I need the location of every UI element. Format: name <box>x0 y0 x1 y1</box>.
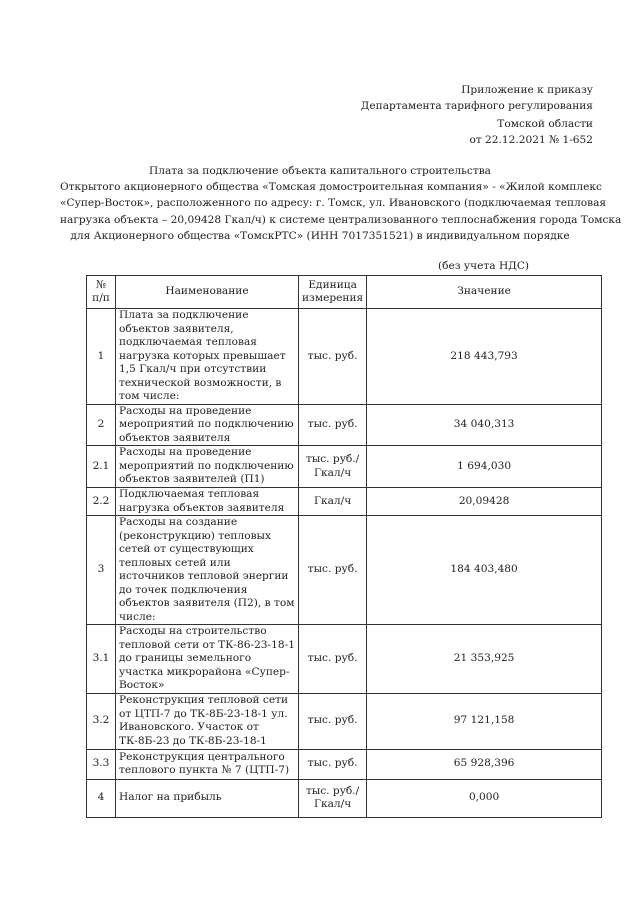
col-num: № п/п <box>87 276 116 309</box>
row-name: Расходы на создание (реконструкцию) тепловых сетей от существующих тепловых сетей или источников тепловой энергии до точек подключения объектов заявителя (П2), в том числе: <box>116 516 299 625</box>
row-value: 65 928,396 <box>367 749 602 779</box>
col-name: Наименование <box>116 276 299 309</box>
row-value: 218 443,793 <box>367 309 602 405</box>
row-name: Налог на прибыль <box>116 779 299 817</box>
row-number: 2.1 <box>87 446 116 488</box>
row-name: Реконструкция тепловой сети от ЦТП-7 до ТК-8Б-23-18-1 ул. Ивановского. Участок от ТК-8Б-23 до ТК-8Б-23-18-1 <box>116 693 299 749</box>
row-unit: тыс. руб. <box>299 404 367 446</box>
row-unit: Гкал/ч <box>299 488 367 516</box>
row-value: 20,09428 <box>367 488 602 516</box>
row-number: 3.2 <box>87 693 116 749</box>
row-number: 1 <box>87 309 116 405</box>
row-name: Расходы на строительство тепловой сети от ТК-86-23-18-1 до границы земельного участка микрорайона «Супер-Восток» <box>116 625 299 694</box>
title-line: Открытого акционерного общества «Томская домостроительная компания» - «Жилой комплекс <box>60 181 602 194</box>
row-unit: тыс. руб./ Гкал/ч <box>299 779 367 817</box>
row-number: 4 <box>87 779 116 817</box>
row-unit: тыс. руб. <box>299 625 367 694</box>
col-unit: Единица измерения <box>299 276 367 309</box>
header-line: Приложение к приказу <box>461 84 593 96</box>
header-line: от 22.12.2021 № 1-652 <box>469 134 593 146</box>
row-name: Расходы на проведение мероприятий по подключению объектов заявителя <box>116 404 299 446</box>
table-row <box>87 404 602 446</box>
row-name: Плата за подключение объектов заявителя, подключаемая тепловая нагрузка которых превышает 1,5 Гкал/ч при отсутствии технической возможности, в том числе: <box>116 309 299 405</box>
row-unit: тыс. руб./ Гкал/ч <box>299 446 367 488</box>
row-number: 3.3 <box>87 749 116 779</box>
table-row <box>87 625 602 694</box>
col-value: Значение <box>367 276 602 309</box>
vat-note: (без учета НДС) <box>438 260 530 272</box>
title-line: «Супер-Восток», расположенного по адресу: г. Томск, ул. Ивановского (подключаемая тепловая <box>60 197 607 210</box>
table-row <box>87 516 602 625</box>
row-value: 97 121,158 <box>367 693 602 749</box>
row-value: 0,000 <box>367 779 602 817</box>
row-name: Реконструкция центрального теплового пункта № 7 (ЦТП-7) <box>116 749 299 779</box>
header-line: Департамента тарифного регулирования <box>360 100 593 112</box>
header-line: Томской области <box>497 118 593 130</box>
row-value: 1 694,030 <box>367 446 602 488</box>
row-number: 3 <box>87 516 116 625</box>
row-value: 34 040,313 <box>367 404 602 446</box>
row-number: 2.2 <box>87 488 116 516</box>
row-unit: тыс. руб. <box>299 516 367 625</box>
title-line: для Акционерного общества «ТомскРТС» (ИНН 7017351521) в индивидуальном порядке <box>70 229 570 242</box>
row-value: 21 353,925 <box>367 625 602 694</box>
row-unit: тыс. руб. <box>299 693 367 749</box>
table-row <box>87 309 602 405</box>
table-row <box>87 749 602 779</box>
table-header <box>87 276 602 309</box>
row-number: 2 <box>87 404 116 446</box>
row-name: Расходы на проведение мероприятий по подключению объектов заявителей (П1) <box>116 446 299 488</box>
table-row <box>87 488 602 516</box>
title-line: Плата за подключение объекта капитального строительства <box>149 165 491 177</box>
fee-table <box>86 275 602 818</box>
row-number: 3.1 <box>87 625 116 694</box>
row-value: 184 403,480 <box>367 516 602 625</box>
document-title <box>60 163 622 244</box>
table-row <box>87 446 602 488</box>
title-line: нагрузка объекта – 20,09428 Гкал/ч) к системе централизованного теплоснабжения города Томска <box>60 213 622 226</box>
row-name: Подключаемая тепловая нагрузка объектов заявителя <box>116 488 299 516</box>
table-row <box>87 693 602 749</box>
row-unit: тыс. руб. <box>299 749 367 779</box>
row-unit: тыс. руб. <box>299 309 367 405</box>
table-row <box>87 779 602 817</box>
